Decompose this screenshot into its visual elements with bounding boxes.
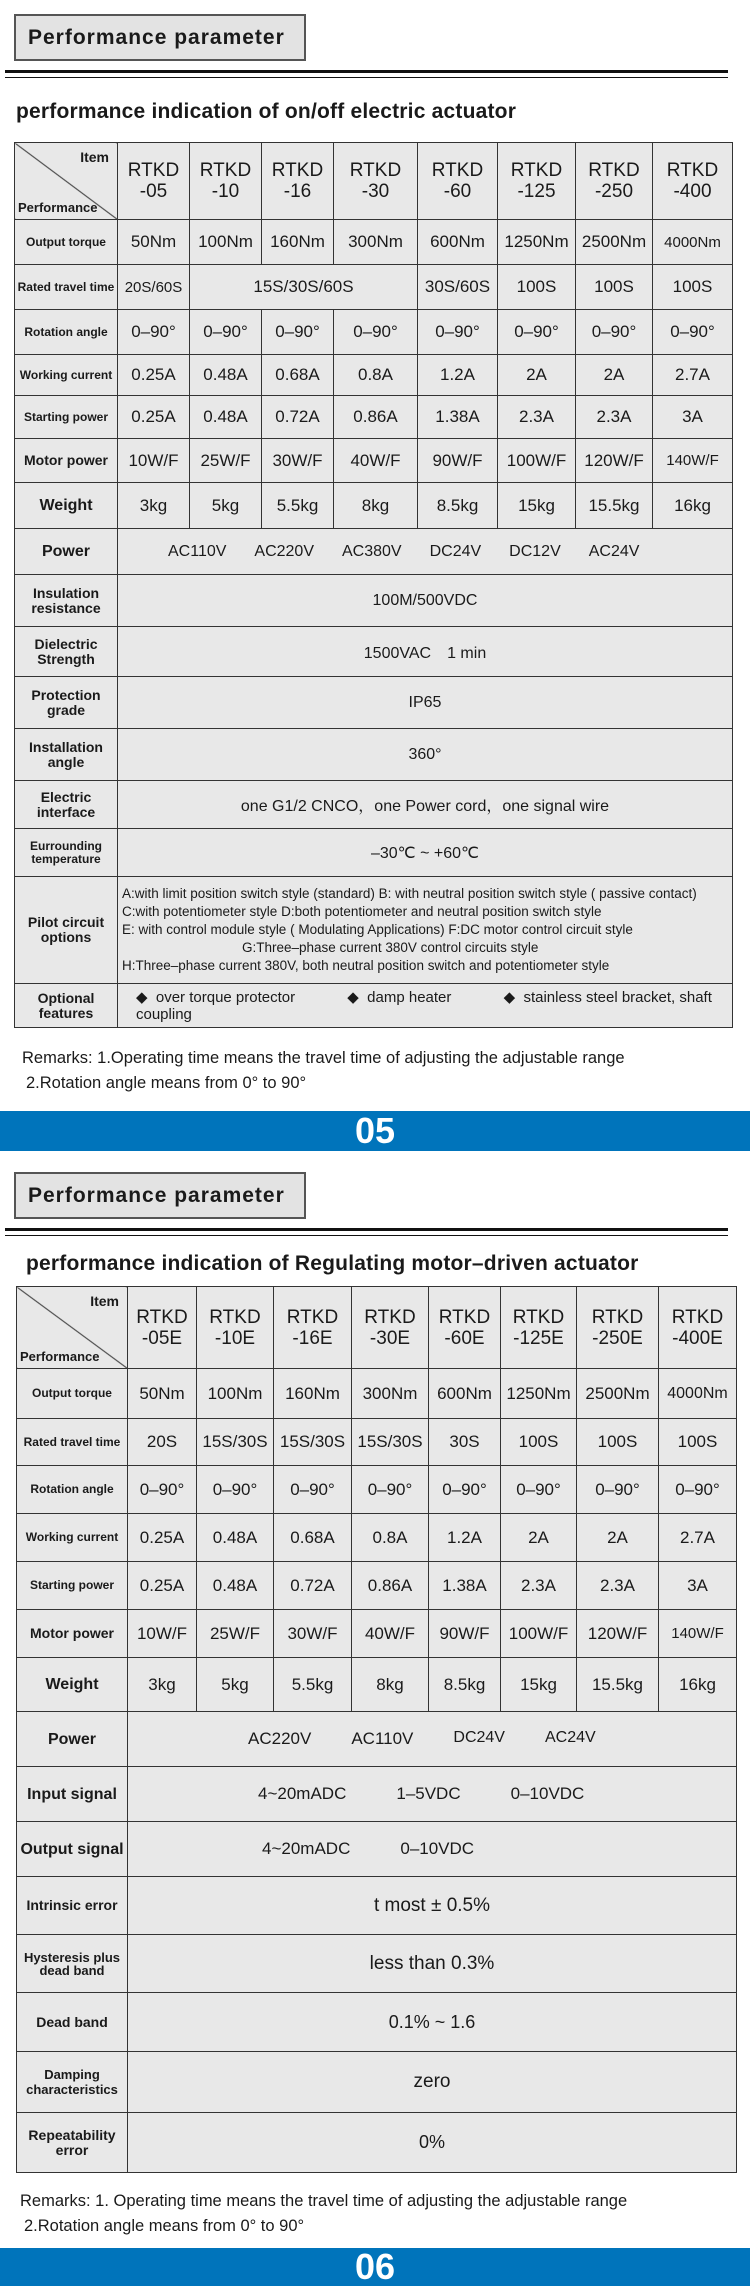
cell: 30W/F — [274, 1610, 352, 1658]
cell: 600Nm — [429, 1369, 501, 1419]
row-label: Rated travel time — [17, 1419, 128, 1466]
row-installation — [15, 729, 733, 781]
model-header: RTKD -16E — [274, 1287, 352, 1369]
cell: 100S — [498, 265, 576, 310]
row-weight — [15, 483, 733, 529]
cell: 100S — [653, 265, 733, 310]
row-weight — [17, 1658, 737, 1712]
cell: 100M/500VDC — [118, 575, 733, 627]
section-regulating — [0, 1160, 750, 2286]
cell: 8kg — [334, 483, 418, 529]
model-header: RTKD -60E — [429, 1287, 501, 1369]
header-row — [17, 1287, 737, 1369]
divider — [5, 70, 728, 73]
row-rated-travel — [15, 265, 733, 310]
cell: 8.5kg — [418, 483, 498, 529]
row-damping — [17, 2052, 737, 2113]
row-label: Dielectric Strength — [15, 627, 118, 677]
row-label: Repeatability error — [17, 2113, 128, 2173]
cell: 10W/F — [128, 1610, 197, 1658]
cell: 0–90° — [653, 310, 733, 355]
cell: 2.7A — [653, 355, 733, 396]
cell: 0.25A — [118, 355, 190, 396]
cell: 15kg — [501, 1658, 577, 1712]
model-header: RTKD -125 — [498, 143, 576, 220]
row-label: Hysteresis plus dead band — [17, 1935, 128, 1993]
corner-cell: Item Performance — [15, 143, 118, 220]
cell: 15S/30S — [197, 1419, 274, 1466]
row-label: Pilot circuit options — [15, 877, 118, 984]
cell: 2.3A — [577, 1562, 659, 1610]
cell: zero — [128, 2052, 737, 2113]
cell: 360° — [118, 729, 733, 781]
row-output-torque — [17, 1369, 737, 1419]
cell: 2.3A — [576, 396, 653, 439]
cell: 100W/F — [498, 439, 576, 483]
cell: 10W/F — [118, 439, 190, 483]
cell: 8kg — [352, 1658, 429, 1712]
cell: 600Nm — [418, 220, 498, 265]
row-rotation-angle — [15, 310, 733, 355]
corner-cell: Item Performance — [17, 1287, 128, 1369]
cell: 0.86A — [352, 1562, 429, 1610]
cell: 0.72A — [274, 1562, 352, 1610]
cell: 1500VAC 1 min — [118, 627, 733, 677]
section-tag: Performance parameter — [14, 14, 306, 61]
divider — [5, 1235, 728, 1236]
cell: 30W/F — [262, 439, 334, 483]
cell: 100S — [659, 1419, 737, 1466]
cell: 3kg — [118, 483, 190, 529]
row-label: Working current — [15, 355, 118, 396]
cell: 160Nm — [274, 1369, 352, 1419]
section-title: performance indication of on/off electric actuator — [16, 100, 517, 123]
row-dielectric — [15, 627, 733, 677]
row-rated-travel — [17, 1419, 737, 1466]
page-number-band: 05 — [0, 1111, 750, 1151]
model-header: RTKD -30 — [334, 143, 418, 220]
row-label: Damping characteristics — [17, 2052, 128, 2113]
cell: 0.86A — [334, 396, 418, 439]
cell: 40W/F — [334, 439, 418, 483]
model-header: RTKD -250 — [576, 143, 653, 220]
row-label: Optional features — [15, 984, 118, 1028]
model-header: RTKD -250E — [577, 1287, 659, 1369]
cell: ◆ over torque protector ◆ damp heater ◆ stainless steel bracket, shaft coupling — [118, 984, 733, 1028]
remarks — [20, 2189, 627, 2239]
row-motor-power — [15, 439, 733, 483]
remark-line: 2.Rotation angle means from 0° to 90° — [26, 1074, 307, 1092]
cell: 8.5kg — [429, 1658, 501, 1712]
cell: 0.48A — [197, 1562, 274, 1610]
cell: 2.3A — [501, 1562, 577, 1610]
row-rotation-angle — [17, 1466, 737, 1514]
cell: 1.38A — [418, 396, 498, 439]
row-working-current — [15, 355, 733, 396]
cell: 0–90° — [576, 310, 653, 355]
cell: 0–90° — [190, 310, 262, 355]
row-label: Power — [17, 1712, 128, 1767]
row-label: Weight — [15, 483, 118, 529]
row-label: Electric interface — [15, 781, 118, 829]
cell: 4~20mADC 0–10VDC — [128, 1822, 737, 1877]
row-starting-power — [15, 396, 733, 439]
cell: 5.5kg — [274, 1658, 352, 1712]
cell: less than 0.3% — [128, 1935, 737, 1993]
row-optional — [15, 984, 733, 1028]
cell: 0.48A — [190, 396, 262, 439]
model-header: RTKD -125E — [501, 1287, 577, 1369]
cell: 3kg — [128, 1658, 197, 1712]
row-output-torque — [15, 220, 733, 265]
cell: 0.25A — [118, 396, 190, 439]
cell: 0.68A — [274, 1514, 352, 1562]
cell: 2A — [498, 355, 576, 396]
row-dead-band — [17, 1993, 737, 2052]
row-label: Starting power — [17, 1562, 128, 1610]
row-input-signal — [17, 1767, 737, 1822]
cell: A:with limit position switch style (standard) B: with neutral position switch style ( passive contact) C:with potentiometer style D:both potentiometer and neutral position switch style E: with control module style ( Modulating Applications) F:DC motor control circuit style G:Three–phase current 380V control circuits style H:Three–phase current 380V, both neutral position switch and potentiometer style — [118, 877, 733, 984]
cell: 1250Nm — [501, 1369, 577, 1419]
remarks — [22, 1046, 625, 1096]
cell: 0.8A — [334, 355, 418, 396]
cell: 0–90° — [197, 1466, 274, 1514]
cell: 2A — [577, 1514, 659, 1562]
remark-line: Remarks: 1. Operating time means the travel time of adjusting the adjustable range — [20, 2192, 628, 2210]
cell: 15S/30S/60S — [190, 265, 418, 310]
cell: 15kg — [498, 483, 576, 529]
cell: 1250Nm — [498, 220, 576, 265]
header-row — [15, 143, 733, 220]
cell: –30℃ ~ +60℃ — [118, 829, 733, 877]
cell: 4000Nm — [653, 220, 733, 265]
page-number-band: 06 — [0, 2248, 750, 2286]
cell: 15S/30S — [352, 1419, 429, 1466]
cell: 1.2A — [418, 355, 498, 396]
row-temperature — [15, 829, 733, 877]
cell: 0–90° — [659, 1466, 737, 1514]
cell: t most ± 0.5% — [128, 1877, 737, 1935]
cell: 0–90° — [577, 1466, 659, 1514]
cell: 0–90° — [501, 1466, 577, 1514]
row-label: Rotation angle — [15, 310, 118, 355]
row-label: Power — [15, 529, 118, 575]
cell: 1.38A — [429, 1562, 501, 1610]
row-label: Rotation angle — [17, 1466, 128, 1514]
model-header: RTKD -16 — [262, 143, 334, 220]
model-header: RTKD -400E — [659, 1287, 737, 1369]
cell: 16kg — [659, 1658, 737, 1712]
row-label: Motor power — [15, 439, 118, 483]
cell: 2.3A — [498, 396, 576, 439]
cell: AC220V AC110V DC24V AC24V — [128, 1712, 737, 1767]
cell: 100S — [577, 1419, 659, 1466]
row-insulation — [15, 575, 733, 627]
model-header: RTKD -10 — [190, 143, 262, 220]
cell: 100S — [501, 1419, 577, 1466]
cell: 300Nm — [334, 220, 418, 265]
row-label: Weight — [17, 1658, 128, 1712]
cell: 0–90° — [418, 310, 498, 355]
cell: 100W/F — [501, 1610, 577, 1658]
model-header: RTKD -05E — [128, 1287, 197, 1369]
cell: 140W/F — [653, 439, 733, 483]
cell: 30S/60S — [418, 265, 498, 310]
row-label: Dead band — [17, 1993, 128, 2052]
row-label: Installation angle — [15, 729, 118, 781]
cell: 30S — [429, 1419, 501, 1466]
cell: 1.2A — [429, 1514, 501, 1562]
row-pilot — [15, 877, 733, 984]
cell: 0.68A — [262, 355, 334, 396]
row-power — [17, 1712, 737, 1767]
cell: 140W/F — [659, 1610, 737, 1658]
cell: 300Nm — [352, 1369, 429, 1419]
cell: 5kg — [197, 1658, 274, 1712]
section-tag: Performance parameter — [14, 1172, 306, 1219]
model-header: RTKD -400 — [653, 143, 733, 220]
cell: one G1/2 CNCO，one Power cord，one signal wire — [118, 781, 733, 829]
cell: 16kg — [653, 483, 733, 529]
cell: 25W/F — [197, 1610, 274, 1658]
row-working-current — [17, 1514, 737, 1562]
row-label: Output torque — [17, 1369, 128, 1419]
cell: IP65 — [118, 677, 733, 729]
divider — [5, 1228, 728, 1231]
cell: 0–90° — [352, 1466, 429, 1514]
row-hysteresis — [17, 1935, 737, 1993]
cell: 2A — [501, 1514, 577, 1562]
row-label: Intrinsic error — [17, 1877, 128, 1935]
row-protection — [15, 677, 733, 729]
spec-table — [14, 142, 733, 1028]
row-label: Output torque — [15, 220, 118, 265]
cell: 0.48A — [190, 355, 262, 396]
cell: 0–90° — [118, 310, 190, 355]
cell: 0–90° — [334, 310, 418, 355]
row-label: Insulation resistance — [15, 575, 118, 627]
model-header: RTKD -05 — [118, 143, 190, 220]
cell: 15.5kg — [577, 1658, 659, 1712]
row-label: Motor power — [17, 1610, 128, 1658]
row-label: Eurrounding temperature — [15, 829, 118, 877]
row-power — [15, 529, 733, 575]
cell: 120W/F — [577, 1610, 659, 1658]
cell: 0–90° — [498, 310, 576, 355]
cell: 20S/60S — [118, 265, 190, 310]
remark-line: Remarks: 1.Operating time means the travel time of adjusting the adjustable range — [22, 1049, 625, 1067]
cell: 0% — [128, 2113, 737, 2173]
model-header: RTKD -30E — [352, 1287, 429, 1369]
cell: 0.1% ~ 1.6 — [128, 1993, 737, 2052]
row-electric — [15, 781, 733, 829]
row-label: Input signal — [17, 1767, 128, 1822]
row-label: Rated travel time — [15, 265, 118, 310]
spec-table — [16, 1286, 737, 2173]
cell: 90W/F — [418, 439, 498, 483]
cell: 50Nm — [128, 1369, 197, 1419]
row-starting-power — [17, 1562, 737, 1610]
row-label: Working current — [17, 1514, 128, 1562]
model-header: RTKD -10E — [197, 1287, 274, 1369]
cell: 0–90° — [262, 310, 334, 355]
row-motor-power — [17, 1610, 737, 1658]
cell: 40W/F — [352, 1610, 429, 1658]
cell: 3A — [653, 396, 733, 439]
cell: AC110V AC220V AC380V DC24V DC12V AC24V — [118, 529, 733, 575]
remark-line: 2.Rotation angle means from 0° to 90° — [24, 2217, 305, 2235]
cell: 0–90° — [429, 1466, 501, 1514]
cell: 0.25A — [128, 1562, 197, 1610]
cell: 15S/30S — [274, 1419, 352, 1466]
cell: 0.48A — [197, 1514, 274, 1562]
cell: 25W/F — [190, 439, 262, 483]
cell: 3A — [659, 1562, 737, 1610]
cell: 100Nm — [190, 220, 262, 265]
cell: 15.5kg — [576, 483, 653, 529]
cell: 100S — [576, 265, 653, 310]
cell: 0–90° — [274, 1466, 352, 1514]
cell: 4~20mADC 1–5VDC 0–10VDC — [128, 1767, 737, 1822]
cell: 2500Nm — [576, 220, 653, 265]
cell: 2500Nm — [577, 1369, 659, 1419]
row-repeatability — [17, 2113, 737, 2173]
model-header: RTKD -60 — [418, 143, 498, 220]
cell: 4000Nm — [659, 1369, 737, 1419]
cell: 50Nm — [118, 220, 190, 265]
cell: 90W/F — [429, 1610, 501, 1658]
cell: 120W/F — [576, 439, 653, 483]
row-intrinsic-error — [17, 1877, 737, 1935]
cell: 0–90° — [128, 1466, 197, 1514]
cell: 20S — [128, 1419, 197, 1466]
row-output-signal — [17, 1822, 737, 1877]
cell: 160Nm — [262, 220, 334, 265]
row-label: Output signal — [17, 1822, 128, 1877]
cell: 2.7A — [659, 1514, 737, 1562]
cell: 5.5kg — [262, 483, 334, 529]
row-label: Starting power — [15, 396, 118, 439]
cell: 0.72A — [262, 396, 334, 439]
cell: 2A — [576, 355, 653, 396]
cell: 100Nm — [197, 1369, 274, 1419]
divider — [5, 77, 728, 78]
section-title: performance indication of Regulating motor–driven actuator — [26, 1252, 639, 1275]
row-label: Protection grade — [15, 677, 118, 729]
cell: 0.25A — [128, 1514, 197, 1562]
cell: 5kg — [190, 483, 262, 529]
cell: 0.8A — [352, 1514, 429, 1562]
